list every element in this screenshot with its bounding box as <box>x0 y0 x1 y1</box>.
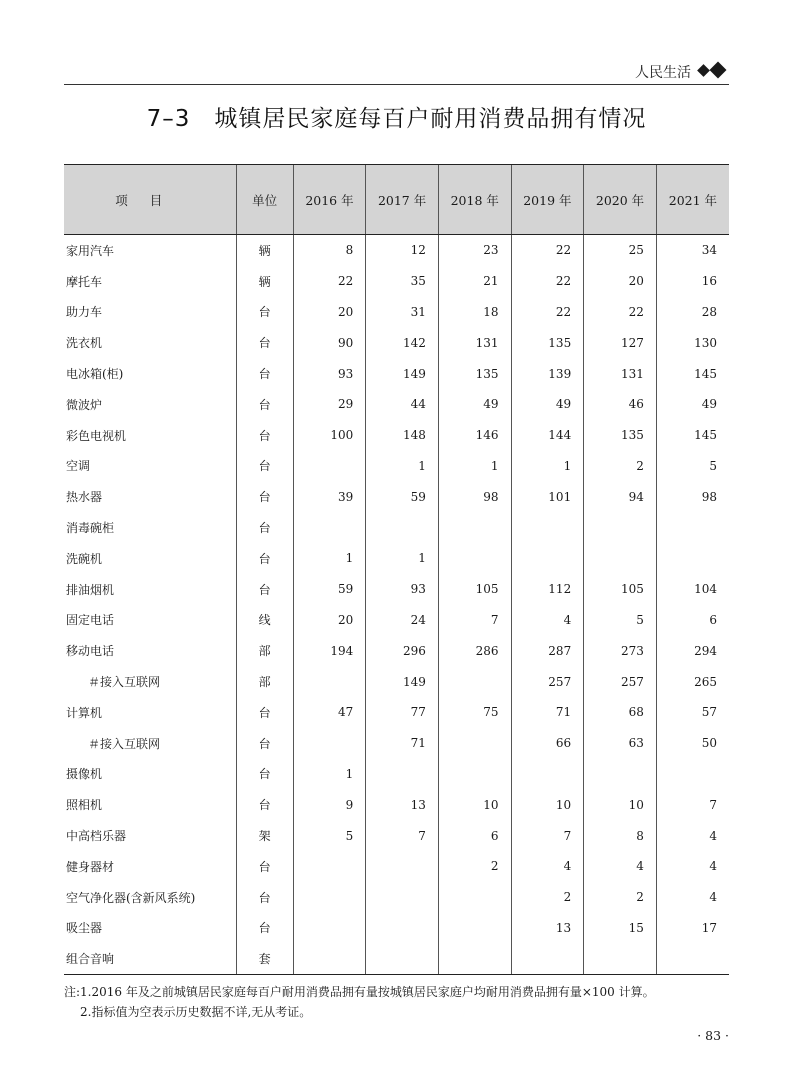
row-item-label: 照相机 <box>66 798 103 813</box>
row-value-cell: 5 <box>584 605 657 636</box>
row-value-cell: 8 <box>584 820 657 851</box>
row-value-cell: 9 <box>293 789 366 820</box>
row-value-cell <box>438 666 511 697</box>
row-value-cell: 8 <box>293 235 366 266</box>
row-value-cell: 20 <box>293 605 366 636</box>
row-value-cell: 20 <box>293 297 366 328</box>
row-item-label: 吸尘器 <box>66 921 103 936</box>
row-value-cell: 144 <box>511 420 584 451</box>
row-value-cell: 286 <box>438 635 511 666</box>
running-header <box>64 56 729 85</box>
consumer-durables-table <box>64 164 729 975</box>
row-item-label: 家用汽车 <box>66 243 115 258</box>
column-header-2020: 2020 年 <box>584 165 657 235</box>
table-row <box>64 327 729 358</box>
row-unit: 部 <box>236 666 293 697</box>
row-value-cell: 1 <box>511 451 584 482</box>
row-value-cell: 93 <box>293 358 366 389</box>
row-value-cell: 15 <box>584 913 657 944</box>
row-value-cell: 59 <box>293 574 366 605</box>
row-value-cell: 10 <box>438 789 511 820</box>
table-row <box>64 635 729 666</box>
row-unit: 台 <box>236 789 293 820</box>
row-item-label: 微波炉 <box>66 397 103 412</box>
table-row <box>64 451 729 482</box>
row-value-cell <box>366 851 439 882</box>
row-value-cell: 16 <box>656 266 729 297</box>
row-value-cell: 135 <box>438 358 511 389</box>
column-header-2019: 2019 年 <box>511 165 584 235</box>
row-value-cell: 75 <box>438 697 511 728</box>
row-value-cell: 142 <box>366 327 439 358</box>
row-value-cell: 22 <box>511 266 584 297</box>
table-row <box>64 666 729 697</box>
row-value-cell: 4 <box>656 820 729 851</box>
row-value-cell <box>438 882 511 913</box>
row-item-label: 消毒碗柜 <box>66 521 115 536</box>
row-value-cell <box>438 512 511 543</box>
row-value-cell: 49 <box>511 389 584 420</box>
table-body <box>64 235 729 975</box>
row-value-cell: 28 <box>656 297 729 328</box>
row-item-label: 固定电话 <box>66 613 115 628</box>
row-value-cell <box>293 943 366 974</box>
row-value-cell: 44 <box>366 389 439 420</box>
table-row <box>64 697 729 728</box>
row-value-cell: 25 <box>584 235 657 266</box>
row-value-cell <box>584 512 657 543</box>
row-value-cell: 4 <box>511 605 584 636</box>
row-unit: 部 <box>236 635 293 666</box>
row-value-cell: 7 <box>511 820 584 851</box>
table-row <box>64 820 729 851</box>
row-value-cell: 5 <box>293 820 366 851</box>
row-unit: 台 <box>236 451 293 482</box>
row-value-cell: 273 <box>584 635 657 666</box>
row-value-cell: 135 <box>584 420 657 451</box>
row-value-cell: 1 <box>293 543 366 574</box>
row-value-cell: 93 <box>366 574 439 605</box>
table-row <box>64 512 729 543</box>
row-value-cell: 10 <box>584 789 657 820</box>
row-value-cell: 29 <box>293 389 366 420</box>
row-value-cell: 46 <box>584 389 657 420</box>
row-value-cell: 5 <box>656 451 729 482</box>
row-value-cell <box>293 666 366 697</box>
row-value-cell <box>438 943 511 974</box>
row-value-cell: 98 <box>656 481 729 512</box>
row-value-cell <box>656 543 729 574</box>
row-value-cell: 7 <box>438 605 511 636</box>
row-value-cell <box>293 882 366 913</box>
row-value-cell: 257 <box>511 666 584 697</box>
row-unit: 辆 <box>236 235 293 266</box>
row-value-cell: 49 <box>656 389 729 420</box>
row-value-cell: 1 <box>366 543 439 574</box>
row-value-cell: 148 <box>366 420 439 451</box>
row-value-cell: 1 <box>366 451 439 482</box>
row-value-cell: 13 <box>511 913 584 944</box>
row-item-label: 空气净化器(含新风系统) <box>66 890 196 905</box>
row-item-label: 电冰箱(柜) <box>66 367 124 382</box>
row-value-cell <box>293 913 366 944</box>
row-value-cell: 2 <box>584 882 657 913</box>
row-value-cell: 94 <box>584 481 657 512</box>
row-value-cell: 63 <box>584 728 657 759</box>
row-value-cell: 57 <box>656 697 729 728</box>
row-unit: 台 <box>236 420 293 451</box>
row-unit: 台 <box>236 327 293 358</box>
row-value-cell: 294 <box>656 635 729 666</box>
row-value-cell <box>511 543 584 574</box>
footnotes <box>64 982 744 1022</box>
row-value-cell <box>584 943 657 974</box>
row-value-cell <box>511 512 584 543</box>
column-header-2018: 2018 年 <box>438 165 511 235</box>
page-number: · 83 · <box>697 1028 729 1043</box>
row-value-cell: 49 <box>438 389 511 420</box>
table-title <box>64 100 729 133</box>
row-value-cell: 66 <box>511 728 584 759</box>
footnote-1: 注:1.2016 年及之前城镇居民家庭每百户耐用消费品拥有量按城镇居民家庭户均耐用消费品拥有量×100 计算。 <box>64 985 655 999</box>
row-value-cell: 71 <box>366 728 439 759</box>
row-unit: 台 <box>236 728 293 759</box>
row-value-cell: 47 <box>293 697 366 728</box>
row-value-cell: 21 <box>438 266 511 297</box>
row-value-cell: 4 <box>584 851 657 882</box>
row-value-cell: 20 <box>584 266 657 297</box>
row-value-cell <box>438 913 511 944</box>
row-item-label: 计算机 <box>66 705 103 720</box>
row-value-cell: 101 <box>511 481 584 512</box>
row-value-cell: 7 <box>656 789 729 820</box>
row-unit: 套 <box>236 943 293 974</box>
row-value-cell <box>584 759 657 790</box>
column-header-2021: 2021 年 <box>656 165 729 235</box>
row-value-cell: 24 <box>366 605 439 636</box>
row-unit: 台 <box>236 913 293 944</box>
table-row <box>64 420 729 451</box>
row-unit: 台 <box>236 759 293 790</box>
row-unit: 台 <box>236 512 293 543</box>
row-unit: 台 <box>236 574 293 605</box>
row-value-cell: 98 <box>438 481 511 512</box>
table-row <box>64 389 729 420</box>
row-value-cell: 71 <box>511 697 584 728</box>
row-value-cell: 146 <box>438 420 511 451</box>
table-row <box>64 851 729 882</box>
row-value-cell: 2 <box>438 851 511 882</box>
row-value-cell <box>511 943 584 974</box>
row-item-label: 摄像机 <box>66 767 103 782</box>
row-value-cell <box>584 543 657 574</box>
row-unit: 线 <box>236 605 293 636</box>
row-value-cell <box>656 512 729 543</box>
row-value-cell: 149 <box>366 666 439 697</box>
row-value-cell: 131 <box>584 358 657 389</box>
table-row <box>64 358 729 389</box>
row-item-label: 组合音响 <box>64 943 236 974</box>
table-row <box>64 543 729 574</box>
table-row <box>64 728 729 759</box>
row-value-cell: 68 <box>584 697 657 728</box>
row-value-cell: 22 <box>584 297 657 328</box>
column-header-unit: 单位 <box>236 165 293 235</box>
row-value-cell: 194 <box>293 635 366 666</box>
row-item-label: 移动电话 <box>66 644 115 659</box>
row-value-cell: 4 <box>511 851 584 882</box>
row-item-label: 助力车 <box>66 305 103 320</box>
row-item-label: 摩托车 <box>66 274 103 289</box>
row-value-cell <box>293 512 366 543</box>
row-item-label: 彩色电视机 <box>66 428 127 443</box>
row-value-cell: 105 <box>584 574 657 605</box>
section-label: 人民生活 <box>635 65 691 81</box>
row-value-cell: 296 <box>366 635 439 666</box>
row-value-cell: 22 <box>511 235 584 266</box>
row-item-label: ＃接入互联网 <box>88 736 161 751</box>
diamond-ornament-icon <box>697 63 729 79</box>
row-value-cell: 6 <box>438 820 511 851</box>
row-value-cell <box>366 943 439 974</box>
row-value-cell: 139 <box>511 358 584 389</box>
row-value-cell: 10 <box>511 789 584 820</box>
row-value-cell <box>656 759 729 790</box>
row-value-cell <box>366 882 439 913</box>
table-row <box>64 235 729 266</box>
row-item-label: 热水器 <box>66 490 103 505</box>
row-value-cell: 1 <box>438 451 511 482</box>
table-row <box>64 759 729 790</box>
row-unit: 辆 <box>236 266 293 297</box>
row-value-cell <box>293 451 366 482</box>
row-value-cell: 145 <box>656 358 729 389</box>
row-value-cell: 13 <box>366 789 439 820</box>
table-title-text: 城镇居民家庭每百户耐用消费品拥有情况 <box>214 106 647 132</box>
table-row <box>64 266 729 297</box>
row-value-cell: 112 <box>511 574 584 605</box>
row-value-cell: 90 <box>293 327 366 358</box>
row-unit: 台 <box>236 481 293 512</box>
column-header-item: 项目 <box>64 165 236 235</box>
row-value-cell: 22 <box>511 297 584 328</box>
row-unit: 架 <box>236 820 293 851</box>
row-value-cell: 6 <box>656 605 729 636</box>
row-unit: 台 <box>236 697 293 728</box>
table-row <box>64 574 729 605</box>
row-unit: 台 <box>236 882 293 913</box>
footnote-2: 2.指标值为空表示历史数据不详,无从考证。 <box>80 1005 312 1019</box>
table-row <box>64 605 729 636</box>
row-unit: 台 <box>236 851 293 882</box>
row-value-cell: 77 <box>366 697 439 728</box>
row-value-cell: 131 <box>438 327 511 358</box>
row-unit: 台 <box>236 389 293 420</box>
small-diamond-icon <box>697 64 710 77</box>
row-value-cell: 257 <box>584 666 657 697</box>
row-value-cell: 31 <box>366 297 439 328</box>
row-value-cell: 130 <box>656 327 729 358</box>
row-value-cell: 145 <box>656 420 729 451</box>
row-value-cell: 7 <box>366 820 439 851</box>
row-item-label: ＃接入互联网 <box>88 675 161 690</box>
row-value-cell <box>438 759 511 790</box>
row-unit: 台 <box>236 297 293 328</box>
row-item-label: 中高档乐器 <box>66 829 127 844</box>
table-row <box>64 297 729 328</box>
row-value-cell <box>366 913 439 944</box>
row-value-cell <box>366 759 439 790</box>
row-value-cell: 12 <box>366 235 439 266</box>
row-value-cell <box>293 851 366 882</box>
table-row <box>64 943 729 974</box>
row-value-cell: 35 <box>366 266 439 297</box>
row-value-cell: 17 <box>656 913 729 944</box>
row-value-cell: 50 <box>656 728 729 759</box>
large-diamond-icon <box>710 62 727 79</box>
row-value-cell <box>656 943 729 974</box>
row-value-cell: 4 <box>656 882 729 913</box>
row-item-label: 洗衣机 <box>66 336 103 351</box>
row-value-cell: 100 <box>293 420 366 451</box>
row-value-cell: 18 <box>438 297 511 328</box>
table-row <box>64 882 729 913</box>
row-value-cell <box>511 759 584 790</box>
column-header-2016: 2016 年 <box>293 165 366 235</box>
row-value-cell: 104 <box>656 574 729 605</box>
row-value-cell: 1 <box>293 759 366 790</box>
row-value-cell <box>366 512 439 543</box>
table-header-row <box>64 165 729 235</box>
row-value-cell <box>438 728 511 759</box>
row-value-cell: 149 <box>366 358 439 389</box>
row-value-cell: 287 <box>511 635 584 666</box>
row-value-cell: 22 <box>293 266 366 297</box>
row-item-label: 洗碗机 <box>66 551 103 566</box>
row-value-cell <box>293 728 366 759</box>
table-row <box>64 481 729 512</box>
row-value-cell: 105 <box>438 574 511 605</box>
table-row <box>64 789 729 820</box>
row-value-cell: 39 <box>293 481 366 512</box>
row-value-cell: 127 <box>584 327 657 358</box>
table-row <box>64 913 729 944</box>
row-value-cell: 2 <box>584 451 657 482</box>
row-value-cell <box>438 543 511 574</box>
row-value-cell: 135 <box>511 327 584 358</box>
row-item-label: 健身器材 <box>66 859 115 874</box>
row-item-label: 空调 <box>66 459 91 474</box>
row-value-cell: 2 <box>511 882 584 913</box>
row-item-label: 排油烟机 <box>66 582 115 597</box>
row-unit: 台 <box>236 358 293 389</box>
row-unit: 台 <box>236 543 293 574</box>
row-value-cell: 265 <box>656 666 729 697</box>
row-value-cell: 59 <box>366 481 439 512</box>
column-header-2017: 2017 年 <box>366 165 439 235</box>
row-value-cell: 23 <box>438 235 511 266</box>
row-value-cell: 34 <box>656 235 729 266</box>
row-value-cell: 4 <box>656 851 729 882</box>
table-number: 7–3 <box>146 106 191 132</box>
